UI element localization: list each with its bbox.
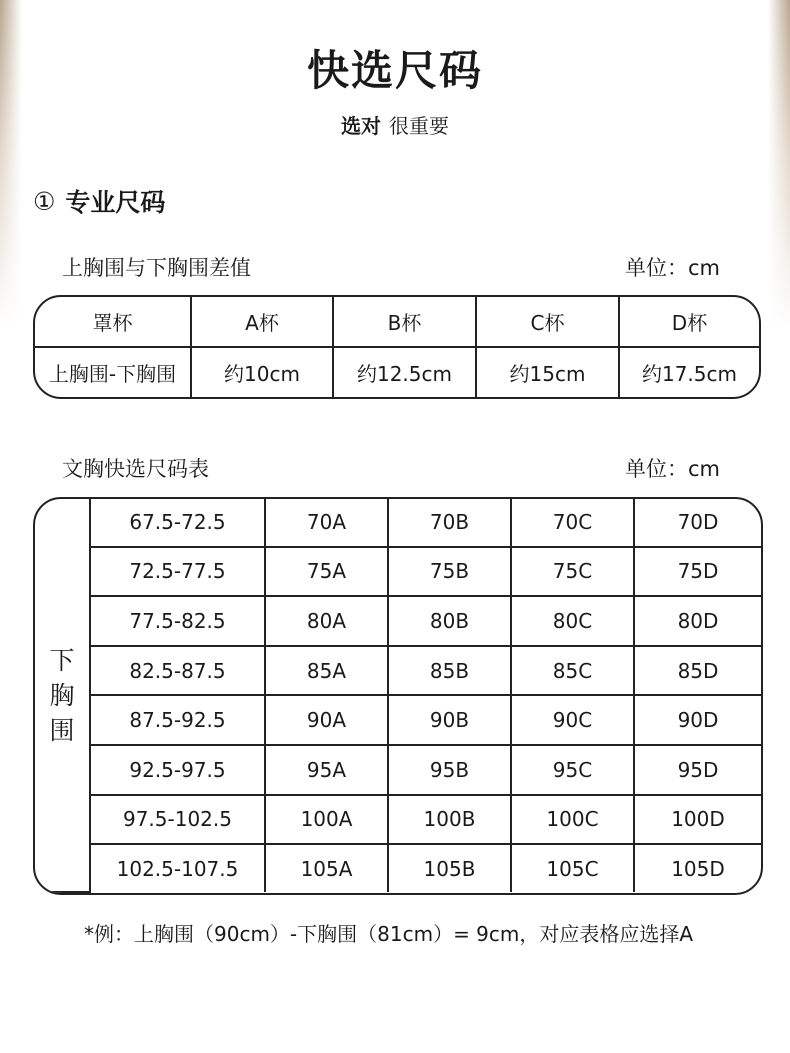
- table-cell: B杯: [333, 297, 476, 347]
- table-cell: 75D: [634, 547, 761, 597]
- table-cell: 87.5-92.5: [90, 695, 265, 745]
- table-cell: C杯: [476, 297, 619, 347]
- table-cell: 80C: [511, 596, 634, 646]
- size-chart-caption: 文胸快选尺码表: [62, 457, 209, 481]
- table-cell: 90B: [388, 695, 511, 745]
- cup-diff-value-row: [35, 347, 759, 397]
- table-cell: 100B: [388, 795, 511, 845]
- table-cell: 95D: [634, 745, 761, 795]
- cup-diff-header-row: [35, 297, 759, 347]
- table-cell: 95B: [388, 745, 511, 795]
- table-cell: 105B: [388, 844, 511, 892]
- side-label-cell: [35, 499, 90, 892]
- table-cell: 95C: [511, 745, 634, 795]
- table-row: [35, 646, 761, 696]
- table-cell: 约10cm: [191, 347, 333, 397]
- table-cell: 85A: [265, 646, 388, 696]
- table-cell: 70A: [265, 499, 388, 547]
- table-cell: D杯: [619, 297, 759, 347]
- table-row: [35, 499, 761, 547]
- table-row: [35, 695, 761, 745]
- table-row: [35, 596, 761, 646]
- table-cell: 97.5-102.5: [90, 795, 265, 845]
- table-cell: 92.5-97.5: [90, 745, 265, 795]
- table-cell: 80B: [388, 596, 511, 646]
- size-chart-unit: 单位：cm: [624, 457, 720, 481]
- table-cell: 70B: [388, 499, 511, 547]
- example-note: *例：上胸围（90cm）-下胸围（81cm）= 9cm，对应表格应选择A: [84, 922, 694, 946]
- table-cell: 70D: [634, 499, 761, 547]
- section-heading: [33, 183, 165, 219]
- table-cell: 82.5-87.5: [90, 646, 265, 696]
- page-subtitle: [0, 110, 790, 139]
- table-cell: 约12.5cm: [333, 347, 476, 397]
- size-chart-caption-row: [62, 453, 720, 483]
- table-cell: 100D: [634, 795, 761, 845]
- table-cell: 80A: [265, 596, 388, 646]
- table-cell: 75A: [265, 547, 388, 597]
- table-cell: 85C: [511, 646, 634, 696]
- table-cell: 100C: [511, 795, 634, 845]
- table-cell: 70C: [511, 499, 634, 547]
- subtitle-rest: 很重要: [389, 114, 449, 138]
- table-cell: 102.5-107.5: [90, 844, 265, 892]
- table-row: [35, 844, 761, 892]
- table-cell: 约17.5cm: [619, 347, 759, 397]
- table-cell: 95A: [265, 745, 388, 795]
- table-cell: 90C: [511, 695, 634, 745]
- table-cell: 75B: [388, 547, 511, 597]
- subtitle-bold: 选对: [341, 114, 381, 138]
- table-cell: 105D: [634, 844, 761, 892]
- table-cell: 100A: [265, 795, 388, 845]
- table-cell: 77.5-82.5: [90, 596, 265, 646]
- table-cell: 约15cm: [476, 347, 619, 397]
- table-cell: 90D: [634, 695, 761, 745]
- table-row: [35, 745, 761, 795]
- table-cell: 85B: [388, 646, 511, 696]
- table-cell: 85D: [634, 646, 761, 696]
- table-row: [35, 795, 761, 845]
- table-cell: 80D: [634, 596, 761, 646]
- table-cell: 105C: [511, 844, 634, 892]
- cup-diff-caption: 上胸围与下胸围差值: [62, 256, 251, 280]
- cup-diff-caption-row: [62, 252, 720, 282]
- table-cell: 罩杯: [35, 297, 191, 347]
- page-title: 快选尺码: [306, 46, 483, 95]
- size-chart-table: [33, 497, 763, 895]
- table-cell: 105A: [265, 844, 388, 892]
- section-number: ①: [33, 186, 56, 216]
- section-title: 专业尺码: [65, 188, 166, 217]
- table-cell: 90A: [265, 695, 388, 745]
- table-cell: 75C: [511, 547, 634, 597]
- table-row: [35, 547, 761, 597]
- side-label: 下胸围: [49, 645, 75, 745]
- table-cell: A杯: [191, 297, 333, 347]
- table-cell: 67.5-72.5: [90, 499, 265, 547]
- table-cell: 72.5-77.5: [90, 547, 265, 597]
- table-cell: 上胸围-下胸围: [35, 347, 191, 397]
- cup-diff-unit: 单位：cm: [624, 256, 720, 280]
- cup-diff-table: [33, 295, 761, 399]
